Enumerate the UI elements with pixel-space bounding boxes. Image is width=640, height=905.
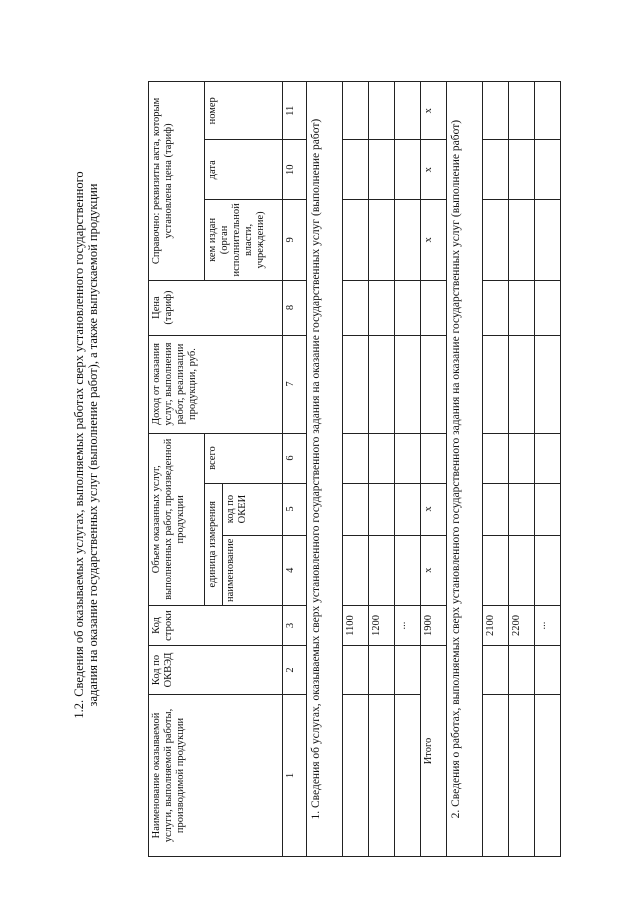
header-number: номер [205, 82, 283, 140]
col-num: 4 [283, 535, 307, 605]
row-code: ... [535, 606, 561, 646]
total-unit-name: x [421, 535, 447, 605]
header-okved: Код по ОКВЭД [149, 646, 283, 695]
row-code: ... [395, 606, 421, 646]
col-num: 2 [283, 646, 307, 695]
header-unit-name: наименование [223, 535, 283, 605]
header-date: дата [205, 140, 283, 200]
section1-title: 1. Сведения об услугах, оказываемых сверх установленного государственного задания на оказание государственных услуг (выполнение работ) [307, 82, 343, 857]
total-issued-by: x [421, 200, 447, 280]
table-row [343, 82, 369, 857]
header-okei: код по ОКЕИ [223, 483, 283, 535]
row-code: 1100 [343, 606, 369, 646]
row-code: 1900 [421, 606, 447, 646]
header-volume: Объем оказанных услуг, выполненных работ, произведенной продукции [149, 433, 205, 605]
col-num: 11 [283, 82, 307, 140]
section2-title: 2. Сведения о работах, выполняемых сверх установленного государственного задания на оказание государственных услуг (выполнение работ) [447, 82, 483, 857]
header-unit: единица измерения [205, 483, 223, 605]
col-num: 6 [283, 433, 307, 483]
header-total: всего [205, 433, 283, 483]
services-table [148, 81, 561, 857]
row-code: 2100 [483, 606, 509, 646]
col-num: 1 [283, 695, 307, 857]
total-number: x [421, 82, 447, 140]
col-num: 10 [283, 140, 307, 200]
total-row [421, 82, 447, 857]
column-numbers-row [283, 82, 307, 857]
row-code: 1200 [369, 606, 395, 646]
col-num: 3 [283, 606, 307, 646]
header-reference: Справочно: реквизиты акта, которым установлена цена (тариф) [149, 82, 205, 280]
table-row [483, 82, 509, 857]
table-row [395, 82, 421, 857]
col-num: 8 [283, 280, 307, 335]
col-num: 5 [283, 483, 307, 535]
header-row-code: Код строки [149, 606, 283, 646]
total-okei: x [421, 483, 447, 535]
table-row [509, 82, 535, 857]
row-code: 2200 [509, 606, 535, 646]
header-issued-by: кем издан (орган исполнительной власти, учреждение) [205, 200, 283, 280]
table-row [369, 82, 395, 857]
table-row [535, 82, 561, 857]
document-title: 1.2. Сведения об оказываемых услугах, выполняемых работах сверх установленного государственного задания на оказание государственных услуг (выполнение работ), а также выпускаемой продукции [72, 171, 100, 719]
header-price: Цена (тариф) [149, 280, 283, 335]
col-num: 9 [283, 200, 307, 280]
header-income: Доход от оказания услуг, выполнения работ, реализации продукции, руб. [149, 335, 283, 433]
total-date: x [421, 140, 447, 200]
col-num: 7 [283, 335, 307, 433]
total-label: Итого [421, 646, 447, 857]
header-name: Наименование оказываемой услуги, выполняемой работы, производимой продукции [149, 695, 283, 857]
